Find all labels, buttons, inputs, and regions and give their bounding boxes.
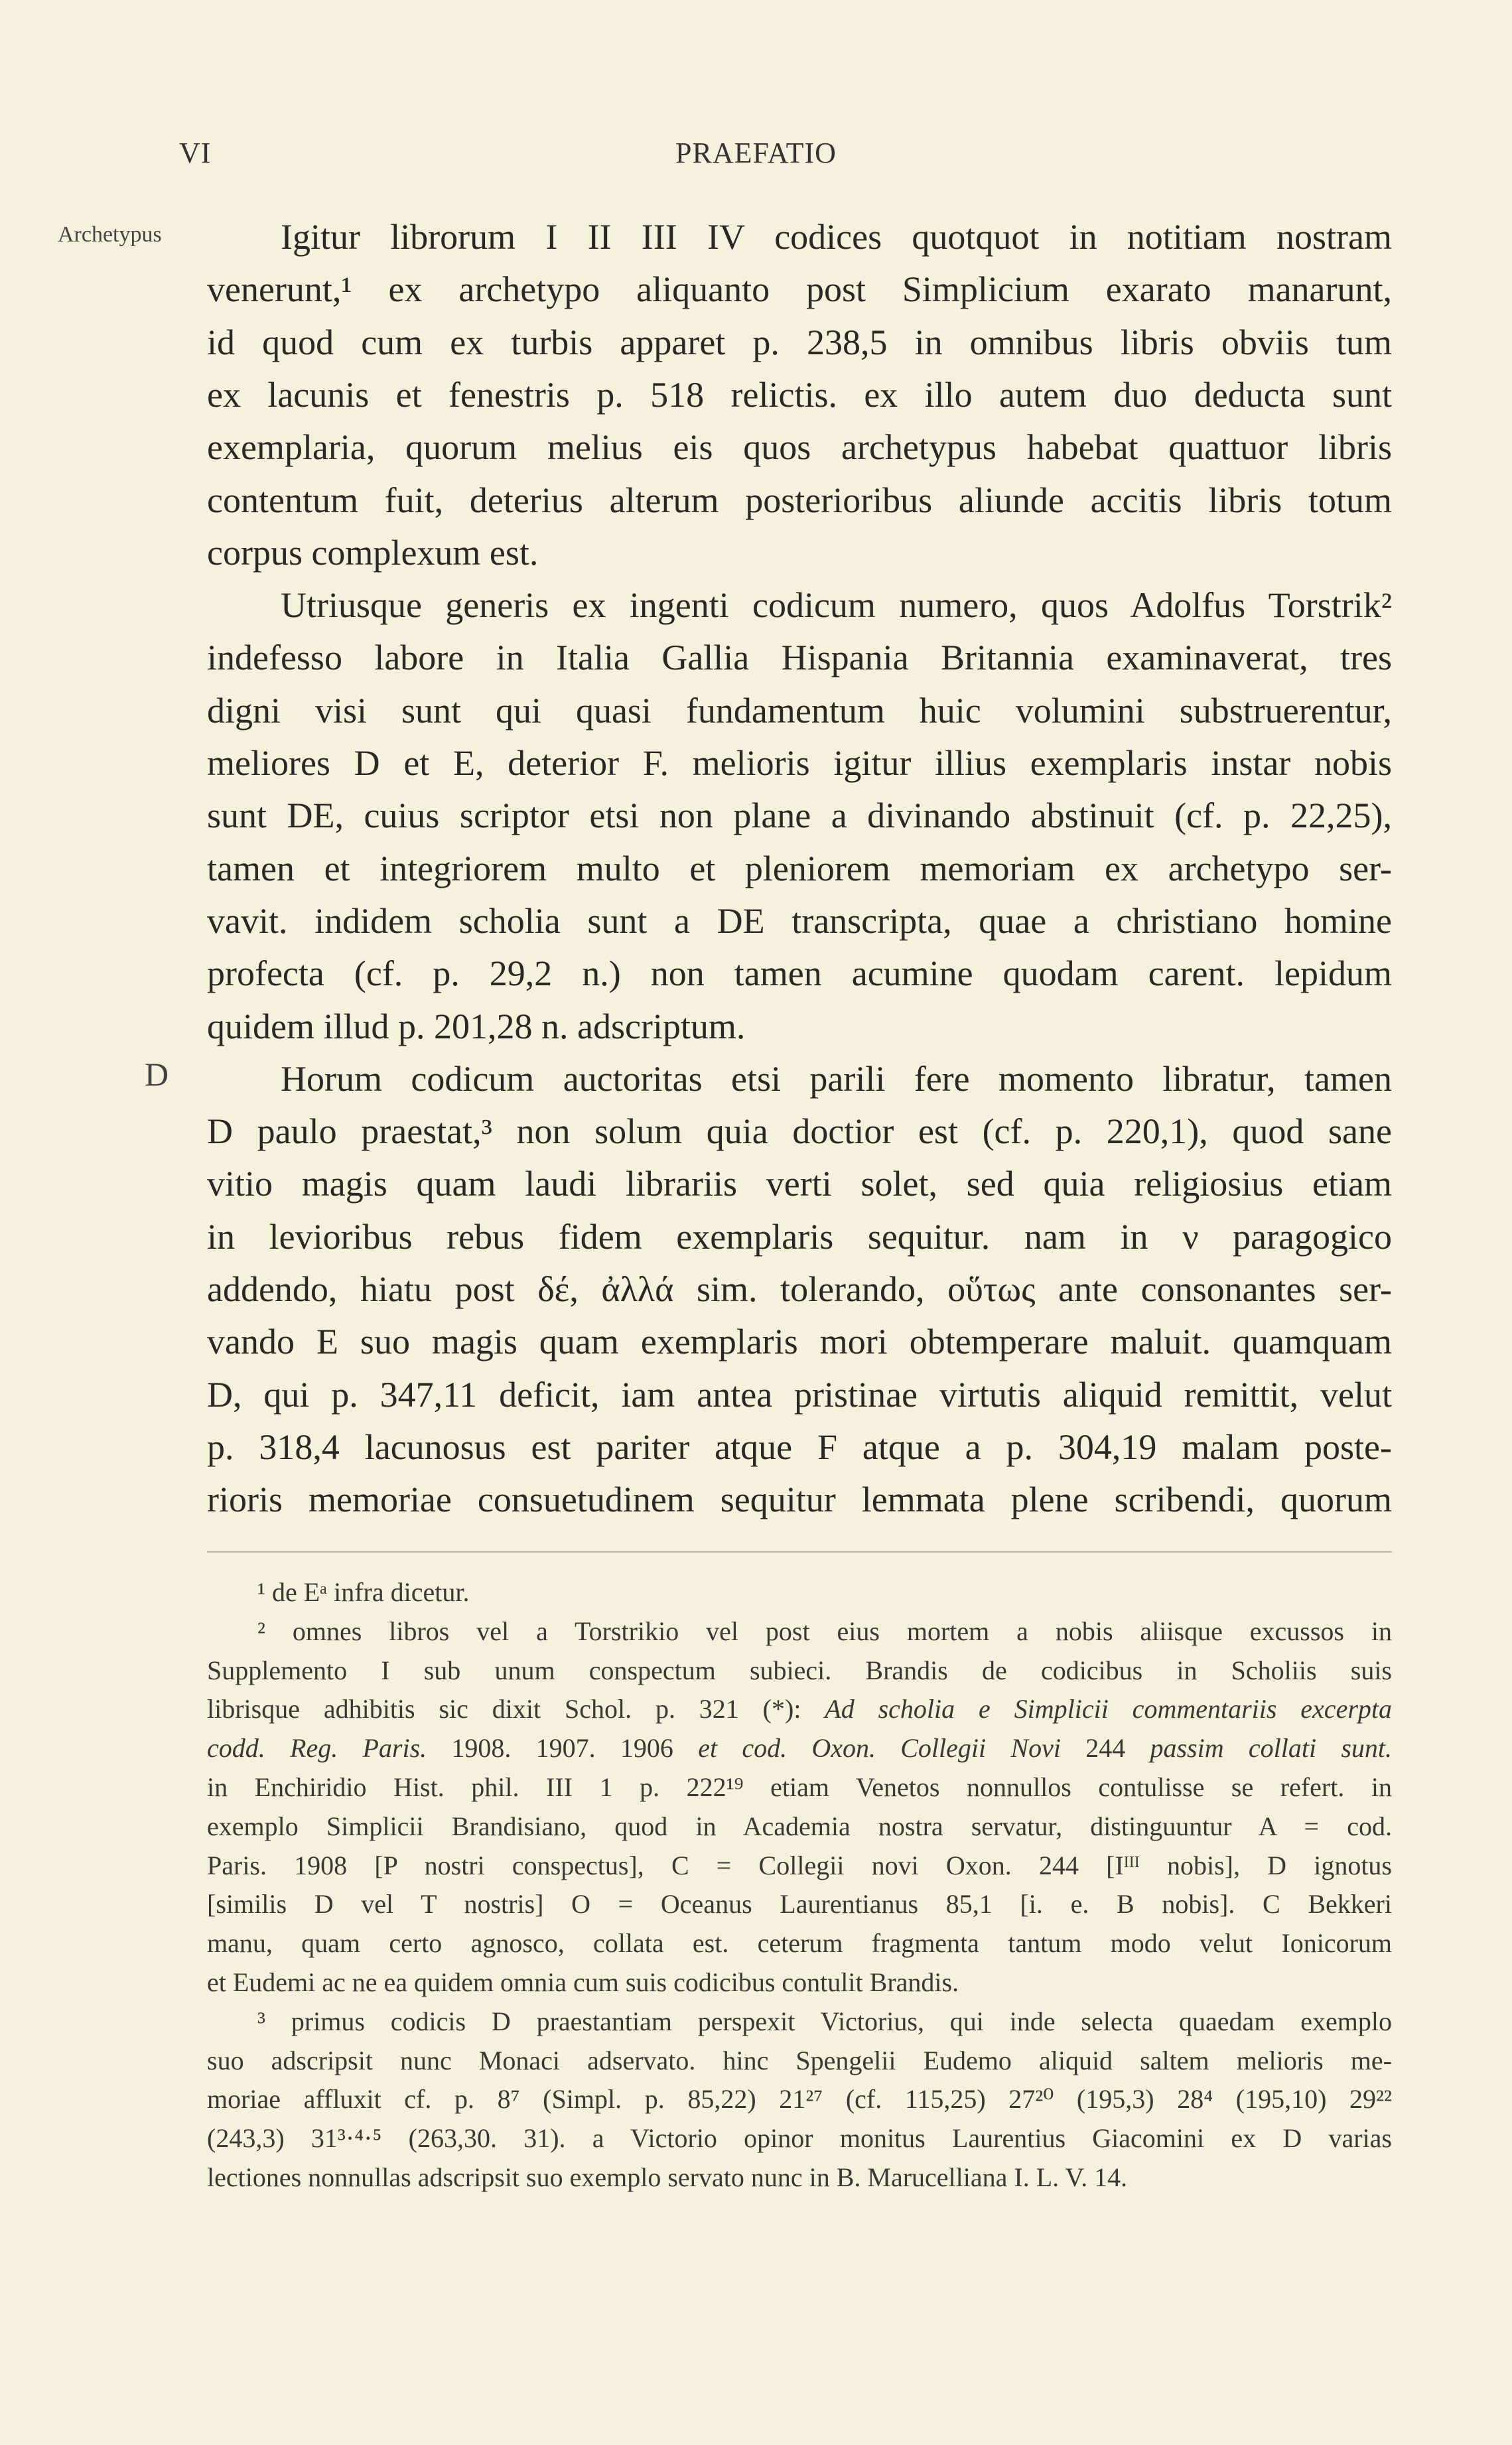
footnote-text: in Enchiridio Hist. phil. III 1 p. 222¹⁹ etiam Venetos nonnullos contulisse se refert. in <box>207 1772 1392 1802</box>
body-line: profecta (cf. p. 29,2 n.) non tamen acumine quodam carent. lepidum <box>207 953 1392 994</box>
body-line: D, qui p. 347,11 deficit, iam antea pristinae virtutis aliquid remittit, velut <box>207 1374 1392 1415</box>
footnote-line <box>207 1772 1392 1803</box>
footnote-line <box>207 2045 1392 2077</box>
body-line: quidem illud p. 201,28 n. adscriptum. <box>207 1006 746 1046</box>
footnote-text: ¹ de Eᵃ infra dicetur. <box>257 1577 470 1607</box>
body-line: exemplaria, quorum melius eis quos archetypus habebat quattuor libris <box>207 427 1392 468</box>
body-line: meliores D et E, deterior F. melioris igitur illius exemplaris instar nobis <box>207 743 1392 783</box>
footnote-rule <box>207 1551 1392 1553</box>
footnote-line <box>207 1811 1392 1843</box>
footnote-text: Paris. 1908 [P nostri conspectus], C = Collegii novi Oxon. 244 [Iᴵᴵᴵ nobis], D ignotus <box>207 1850 1392 1880</box>
italic-citation: Ad scholia e Simplicii commentariis excerpta <box>825 1694 1392 1724</box>
footnote-line <box>207 1655 1392 1687</box>
footnote-line <box>207 1888 1392 1920</box>
footnote-text: [similis D vel T nostris] O = Oceanus Laurentianus 85,1 [i. e. B nobis]. C Bekkeri <box>207 1889 1392 1920</box>
body-line: rioris memoriae consuetudinem sequitur lemmata plene scribendi, quorum <box>207 1480 1392 1520</box>
body-line: Igitur librorum I II III IV codices quotquot in notitiam nostram <box>281 217 1392 257</box>
body-line: ex lacunis et fenestris p. 518 relictis. ex illo autem duo deducta sunt <box>207 374 1392 415</box>
footnote-line <box>207 1850 1392 1882</box>
footnote-text: et Eudemi ac ne ea quidem omnia cum suis codicibus contulit Brandis. <box>207 1967 959 1997</box>
footnote-line <box>257 1616 1392 1647</box>
italic-citation: codd. Reg. Paris. <box>207 1733 427 1764</box>
italic-citation: et cod. Oxon. Collegii Novi <box>698 1733 1061 1764</box>
body-line: venerunt,¹ ex archetypo aliquanto post Simplicium exarato manarunt, <box>207 269 1392 310</box>
footnote-text: librisque adhibitis sic dixit Schol. p. 321 (*): <box>207 1694 825 1724</box>
footnote-text: suo adscripsit nunc Monaci adservato. hinc Spengelii Eudemo aliquid saltem melioris me- <box>207 2045 1392 2075</box>
body-line: vavit. indidem scholia sunt a DE transcripta, quae a christiano homine <box>207 900 1392 941</box>
footnote-line <box>207 2123 1392 2154</box>
page-number: VI <box>179 137 212 169</box>
footnote-line <box>207 2083 1392 2115</box>
footnote-line <box>207 1732 1392 1764</box>
body-line: vando E suo magis quam exemplaris mori obtemperare maluit. quamquam <box>207 1322 1392 1362</box>
footnote-text: manu, quam certo agnosco, collata est. ceterum fragmenta tantum modo velut Ionicorum <box>207 1928 1392 1959</box>
footnote-line <box>207 1967 1392 1998</box>
footnote-line <box>207 1927 1392 1959</box>
body-line: p. 318,4 lacunosus est pariter atque F atque a p. 304,19 malam poste- <box>207 1427 1392 1467</box>
footnote-text: Supplemento I sub unum conspectum subieci. Brandis de codicibus in Scholiis suis <box>207 1655 1392 1685</box>
footnote-text: lectiones nonnullas adscripsit suo exemplo servato nunc in B. Marucelliana I. L. V. 14. <box>207 2162 1128 2192</box>
margin-note-archetypus: Archetypus <box>58 222 162 247</box>
body-line: vitio magis quam laudi librariis verti solet, sed quia religiosius etiam <box>207 1164 1392 1204</box>
footnote-line <box>257 2006 1392 2038</box>
body-line: corpus complexum est. <box>207 532 539 573</box>
footnote-text: exemplo Simplicii Brandisiano, quod in Academia nostra servatur, distinguuntur A = cod. <box>207 1811 1392 1841</box>
footnote-text: 1908. 1907. 1906 <box>427 1733 699 1764</box>
body-line: Utriusque generis ex ingenti codicum numero, quos Adolfus Torstrik² <box>281 585 1392 626</box>
body-line: in levioribus rebus fidem exemplaris sequitur. nam in ν paragogico <box>207 1216 1392 1257</box>
body-line: addendo, hiatu post δέ, ἀλλά sim. tolerando, οὕτως ante consonantes ser- <box>207 1269 1392 1309</box>
footnote-line <box>207 2162 1392 2194</box>
running-title: PRAEFATIO <box>675 137 837 169</box>
body-line: sunt DE, cuius scriptor etsi non plane a divinando abstinuit (cf. p. 22,25), <box>207 796 1392 836</box>
body-line: D paulo praestat,³ non solum quia doctior est (cf. p. 220,1), quod sane <box>207 1111 1392 1152</box>
footnote-text: 244 <box>1060 1733 1150 1764</box>
body-line: indefesso labore in Italia Gallia Hispania Britannia examinaverat, tres <box>207 638 1392 678</box>
italic-citation: passim collati sunt. <box>1150 1733 1393 1764</box>
footnote-text: moriae affluxit cf. p. 8⁷ (Simpl. p. 85,22) 21²⁷ (cf. 115,25) 27²⁰ (195,3) 28⁴ (195,10) 29²² <box>207 2084 1392 2115</box>
footnote-text: ² omnes libros vel a Torstrikio vel post eius mortem a nobis aliisque excussos in <box>257 1616 1392 1646</box>
body-line: digni visi sunt qui quasi fundamentum huic volumini substruerentur, <box>207 690 1392 731</box>
body-line: id quod cum ex turbis apparet p. 238,5 in omnibus libris obviis tum <box>207 322 1392 362</box>
body-line: Horum codicum auctoritas etsi parili fere momento libratur, tamen <box>281 1058 1392 1099</box>
footnote-text: ³ primus codicis D praestantiam perspexit Victorius, qui inde selecta quaedam exemplo <box>257 2006 1392 2036</box>
footnote-line <box>207 1693 1392 1725</box>
footnote-text: (243,3) 31³·⁴·⁵ (263,30. 31). a Victorio opinor monitus Laurentius Giacomini ex D varias <box>207 2123 1392 2154</box>
footnote-line <box>257 1576 1392 1608</box>
body-line: tamen et integriorem multo et pleniorem memoriam ex archetypo ser- <box>207 848 1392 888</box>
body-line: contentum fuit, deterius alterum posterioribus aliunde accitis libris totum <box>207 480 1392 520</box>
margin-note-d: D <box>145 1056 169 1093</box>
